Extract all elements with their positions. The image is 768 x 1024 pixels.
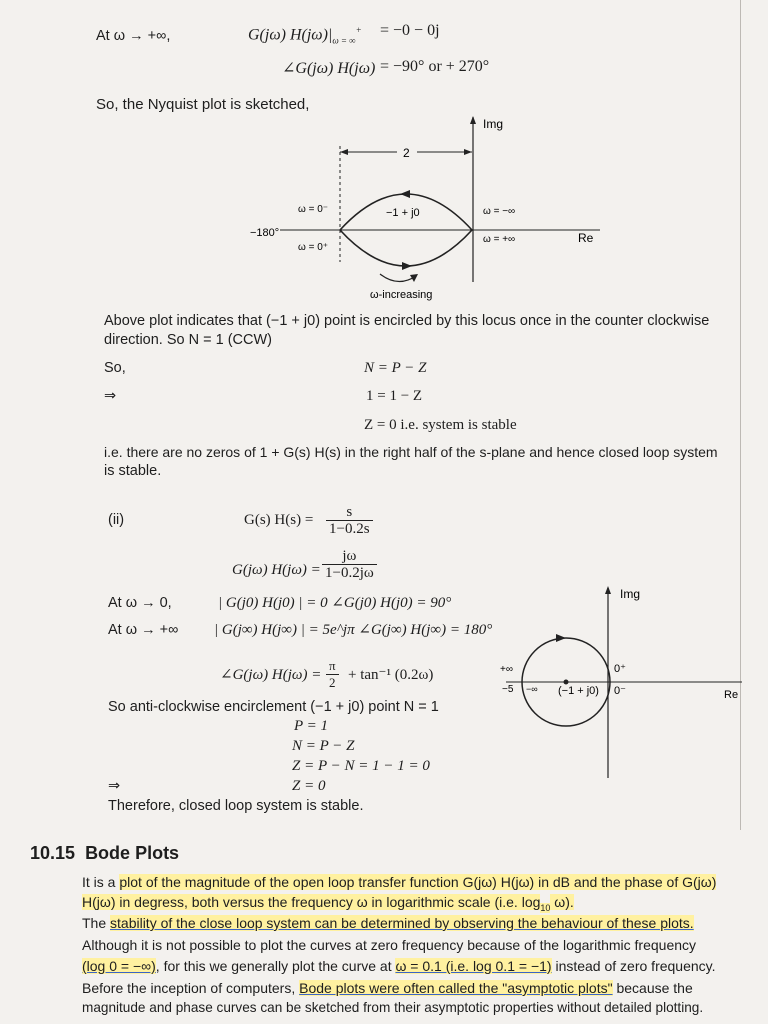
plus-inf-label: +∞ (500, 664, 513, 675)
bode-paragraph-line-4: Although it is not possible to plot the curves at zero frequency because of the logarithmic frequency (82, 937, 697, 953)
imag-axis-arrow-icon (470, 116, 476, 124)
omega-increasing-label: ω-increasing (370, 289, 433, 301)
at-inf-label: At ω → +∞ (108, 622, 179, 638)
zeros-line-1: i.e. there are no zeros of 1 + G(s) H(s) in the right half of the s-plane and hence closed loop system (104, 444, 718, 460)
at-infinity-label: At ω → +∞, (96, 28, 171, 44)
section-heading: 10.15 Bode Plots (30, 843, 180, 863)
center-label-2: (−1 + j0) (558, 685, 599, 697)
sketch-intro: So, the Nyquist plot is sketched, (96, 96, 310, 113)
anti-clockwise-line: So anti-clockwise encirclement (−1 + j0) point N = 1 (108, 699, 439, 715)
gjw-fraction: $\frac{j\omega}{1-0.2j\omega}$ (322, 548, 377, 581)
img-axis-2-label: Img (620, 587, 641, 601)
lower-locus (340, 230, 472, 266)
gs-hs-fraction: $\frac{s}{1-0.2s}$ (326, 504, 373, 537)
equation-z0: Z = 0 i.e. system is stable (364, 417, 517, 433)
angle-expression: ∠G(jω) H(jω) (282, 60, 376, 77)
part-ii-label: (ii) (108, 512, 125, 528)
dimension-right-arrow-icon (464, 149, 472, 155)
magnitude-expression: G(jω) $H(j\omega)|_{\omega = \infty}^+$ (248, 25, 362, 46)
img-axis-label: Img (483, 117, 504, 131)
zeros-line-2: is stable. (104, 463, 162, 479)
phase-lhs: ∠G(jω) H(jω) = (220, 667, 322, 683)
increasing-arrow-icon (410, 274, 418, 282)
omega-zero-plus-label: ω = 0⁺ (298, 242, 329, 253)
implies-arrow-2: ⇒ (108, 778, 121, 794)
imag-axis-2-arrow-icon (605, 586, 611, 594)
at-zero-expression: | G(j0) H(j0) | = 0 ∠G(j0) H(j0) = 90° (218, 595, 452, 611)
omega-pos-inf-label: ω = +∞ (483, 234, 516, 245)
nyquist-plot-figure-2 (496, 582, 746, 782)
dimension-left-arrow-icon (340, 149, 348, 155)
z-p-n: Z = P − N = 1 − 1 = 0 (292, 758, 430, 774)
gs-hs-lhs: G(s) H(s) = (244, 512, 314, 528)
re-axis-2-label: Re (724, 689, 739, 701)
implies-arrow: ⇒ (104, 388, 117, 404)
omega-zero-minus-label: ω = 0⁻ (298, 204, 329, 215)
center-dot (564, 680, 569, 685)
encircle-line-2: direction. So N = 1 (CCW) (104, 332, 273, 348)
at-inf-expression: | G(j∞) H(j∞) | = 5e^jπ ∠G(j∞) H(j∞) = 180° (214, 622, 493, 638)
encircle-line-1: Above plot indicates that (−1 + j0) point is encircled by this locus once in the counter clockwise (104, 313, 710, 329)
minus-180-label: −180° (250, 227, 280, 239)
re-axis-label: Re (578, 231, 594, 245)
lower-direction-arrow-icon (402, 262, 412, 270)
equation-n-p-z: N = P − Z (364, 360, 427, 376)
n-p-z: N = P − Z (292, 738, 355, 754)
zero-minus-label: 0⁻ (614, 685, 626, 697)
center-point-label: −1 + j0 (386, 207, 420, 219)
angle-value: = −90° or + 270° (380, 58, 490, 75)
therefore-line: Therefore, closed loop system is stable. (108, 798, 364, 814)
p-equals-1: P = 1 (294, 718, 329, 734)
minus-5-label: −5 (502, 684, 514, 695)
bode-paragraph-line-5: (log 0 = −∞), for this we generally plot the curve at ω = 0.1 (i.e. log 0.1 = −1) instead of zero frequency. (82, 958, 716, 974)
magnitude-value: = −0 − 0j (380, 22, 440, 39)
upper-direction-arrow-icon (400, 190, 410, 198)
gjw-lhs: G(jω) H(jω) = (232, 562, 321, 578)
phase-rhs: + tan⁻¹ (0.2ω) (348, 667, 434, 683)
omega-neg-inf-label: ω = −∞ (483, 206, 516, 217)
bode-paragraph-line-1: It is a plot of the magnitude of the open loop transfer function G(jω) H(jω) in dB and the phase of G(jω) (82, 874, 717, 890)
so-label: So, (104, 360, 126, 376)
zero-plus-label: 0⁺ (614, 663, 626, 675)
dimension-label: 2 (403, 146, 410, 160)
minus-inf-label: −∞ (526, 684, 538, 694)
z-equals-0: Z = 0 (292, 778, 326, 794)
circle-direction-arrow-icon (556, 634, 566, 642)
pi-over-2: $\frac{\pi}{2}$ (326, 658, 339, 691)
nyquist-plot-figure-1 (240, 112, 620, 302)
bode-paragraph-line-6: Before the inception of computers, Bode plots were often called the "asymptotic plots" because the (82, 980, 693, 996)
equation-1-1-z: 1 = 1 − Z (366, 388, 423, 404)
bode-paragraph-line-3: The stability of the close loop system can be determined by observing the behaviour of these plots. (82, 915, 694, 931)
at-zero-label: At ω → 0, (108, 595, 172, 611)
bode-paragraph-line-2: H(jω) in degress, both versus the frequency ω in logarithmic scale (i.e. $\log_{10} \omega$). (82, 894, 574, 913)
bode-paragraph-line-7: magnitude and phase curves can be sketched from their asymptotic properties without detailed plotting. (82, 1000, 704, 1015)
